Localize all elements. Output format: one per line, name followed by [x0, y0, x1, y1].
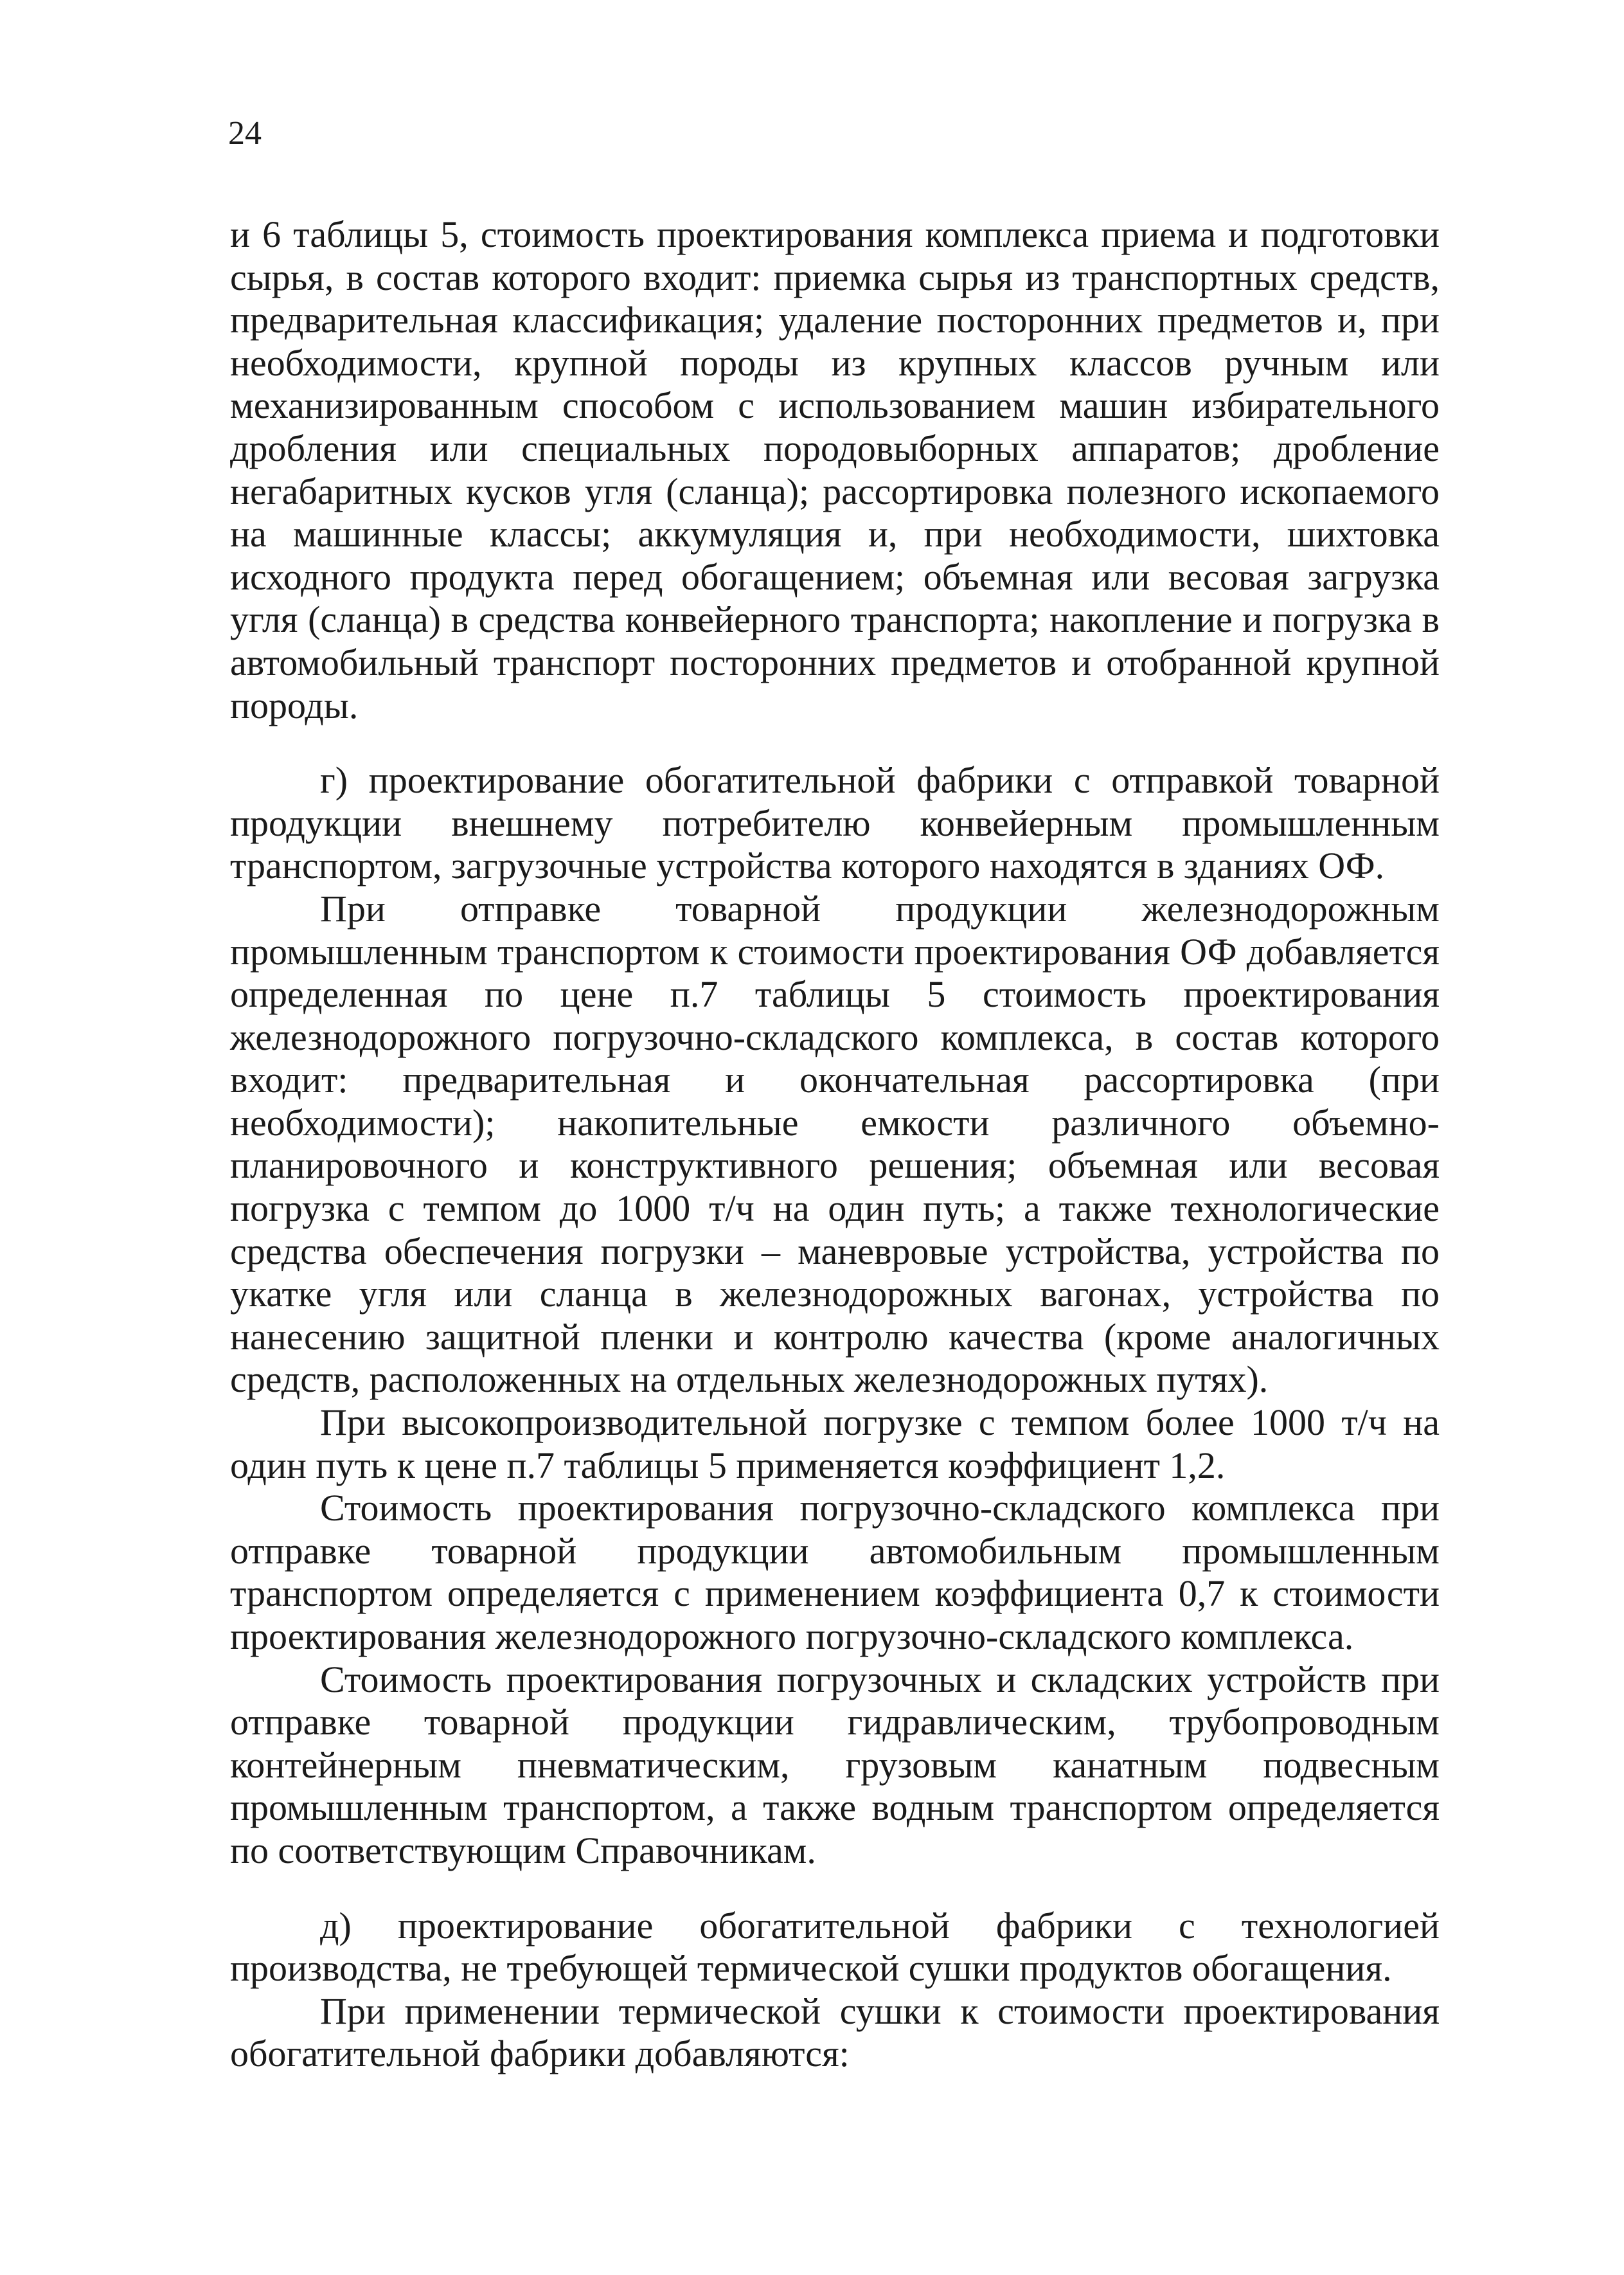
paragraph-road-transport: Стоимость проектирования погрузочно-складского комплекса при отправке товарной продукции автомобильным промышленным транспортом определяется с применением коэффициента 0,7 к стоимости проектирования железнодорожного погрузочно-складского комплекса.: [230, 1487, 1440, 1657]
paragraph-intro-continuation: и 6 таблицы 5, стоимость проектирования комплекса приема и подготовки сырья, в состав которого входит: приемка сырья из транспортных средств, предварительная классификация; удаление посторонних предметов и, при необходимости, крупной породы из крупных классов ручным или механизированным способом с использованием машин избирательного дробления или специальных породовыборных аппаратов; дробление негабаритных кусков угля (сланца); рассортировка полезного ископаемого на машинные классы; аккумуляция и, при необходимости, шихтовка исходного продукта перед обогащением; объемная или весовая загрузка угля (сланца) в средства конвейерного транспорта; накопление и погрузка в автомобильный транспорт посторонних предметов и отобранной крупной породы.: [230, 213, 1440, 726]
paragraph-railway-transport: При отправке товарной продукции железнодорожным промышленным транспортом к стоимости проектирования ОФ добавляется определенная по цене п.7 таблицы 5 стоимость проектирования железнодорожного погрузочно-складского комплекса, в состав которого входит: предварительная и окончательная рассортировка (при необходимости); накопительные емкости различного объемно-планировочного и конструктивного решения; объемная или весовая погрузка с темпом до 1000 т/ч на один путь; а также технологические средства обеспечения погрузки – маневровые устройства, устройства по укатке угля или сланца в железнодорожных вагонах, устройства по нанесению защитной пленки и контролю качества (кроме аналогичных средств, расположенных на отдельных железнодорожных путях).: [230, 887, 1440, 1401]
paragraph-item-d: д) проектирование обогатительной фабрики с технологией производства, не требующей термической сушки продуктов обогащения.: [230, 1904, 1440, 1990]
document-body: [230, 213, 1440, 2076]
paragraph-item-g: г) проектирование обогатительной фабрики с отправкой товарной продукции внешнему потребителю конвейерным промышленным транспортом, загрузочные устройства которого находятся в зданиях ОФ.: [230, 759, 1440, 887]
paragraph-thermal-drying: При применении термической сушки к стоимости проектирования обогатительной фабрики добавляются:: [230, 1990, 1440, 2075]
page-number: 24: [228, 115, 262, 152]
paragraph-other-transport: Стоимость проектирования погрузочных и складских устройств при отправке товарной продукции гидравлическим, трубопроводным контейнерным пневматическим, грузовым канатным подвесным промышленным транспортом, а также водным транспортом определяется по соответствующим Справочникам.: [230, 1658, 1440, 1871]
paragraph-high-capacity-loading: При высокопроизводительной погрузке с темпом более 1000 т/ч на один путь к цене п.7 таблицы 5 применяется коэффициент 1,2.: [230, 1401, 1440, 1486]
